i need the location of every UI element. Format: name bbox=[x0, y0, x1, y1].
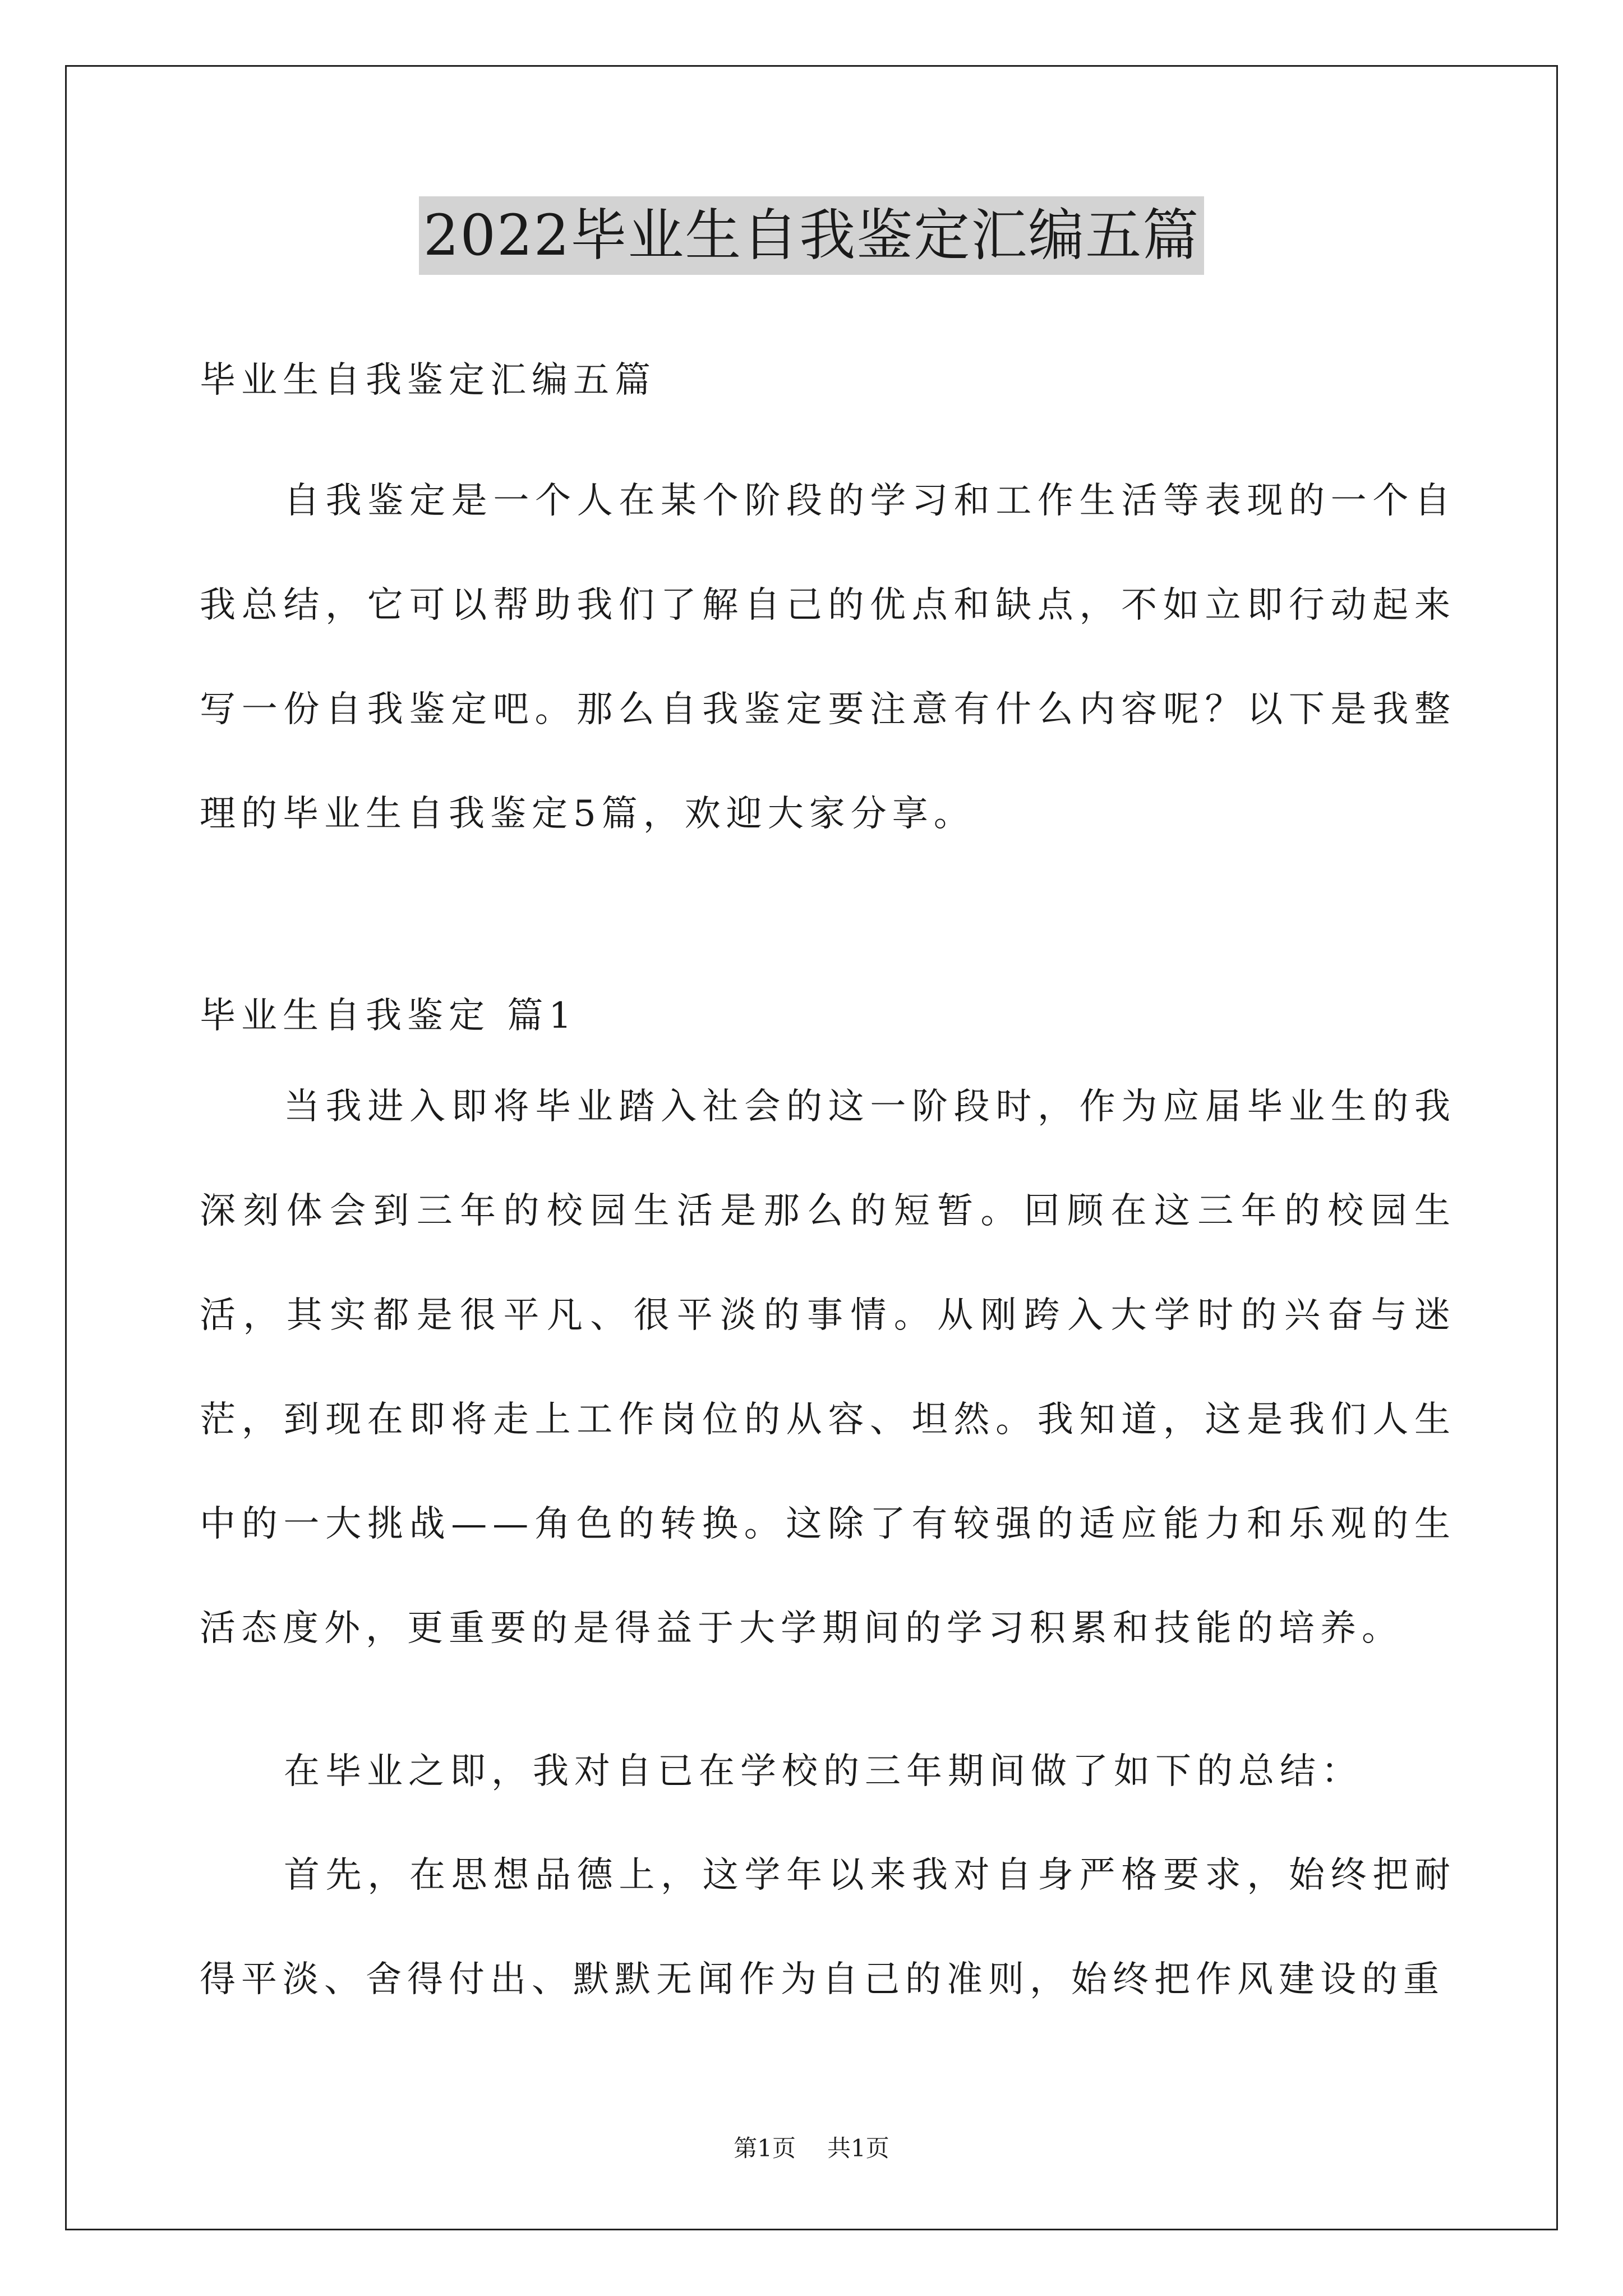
page-total: 共1页 bbox=[827, 2134, 889, 2162]
document-subtitle: 毕业生自我鉴定汇编五篇 bbox=[200, 360, 656, 401]
document-title: 2022毕业生自我鉴定汇编五篇 bbox=[419, 196, 1205, 275]
body-paragraph: 当我进入即将毕业踏入社会的这一阶段时，作为应届毕业生的我深刻体会到三年的校园生活是那么的短暂。回顾在这三年的校园生活，其实都是很平凡、很平淡的事情。从刚跨入大学时的兴奋与迷茫，到现在即将走上工作岗位的从容、坦然。我知道，这是我们人生中的一大挑战——角色的转换。这除了有较强的适应能力和乐观的生活态度外，更重要的是得益于大学期间的学习积累和技能的培养。 bbox=[200, 1086, 1456, 1649]
title-container bbox=[0, 196, 1623, 275]
section-heading: 毕业生自我鉴定 篇1 bbox=[200, 995, 578, 1037]
page-footer bbox=[0, 2132, 1623, 2165]
body-paragraph: 在毕业之即，我对自已在学校的三年期间做了如下的总结： bbox=[284, 1751, 1363, 1792]
intro-paragraph: 自我鉴定是一个人在某个阶段的学习和工作生活等表现的一个自我总结，它可以帮助我们了解自己的优点和缺点，不如立即行动起来写一份自我鉴定吧。那么自我鉴定要注意有什么内容呢？以下是我整理的毕业生自我鉴定5篇，欢迎大家分享。 bbox=[200, 480, 1456, 835]
body-paragraph: 首先，在思想品德上，这学年以来我对自身严格要求，始终把耐得平淡、舍得付出、默默无闻作为自己的准则，始终把作风建设的重 bbox=[200, 1855, 1456, 2000]
page-number: 第1页 bbox=[734, 2134, 796, 2162]
